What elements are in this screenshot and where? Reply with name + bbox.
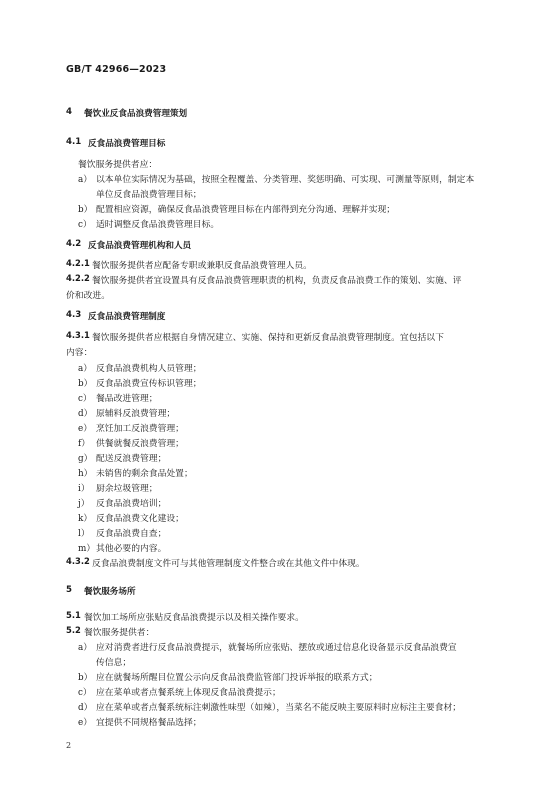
- list-item-text: 反食品浪费文化建设；: [96, 514, 184, 524]
- list-item-text: 厨余垃圾管理；: [96, 484, 158, 494]
- section-4-2-title: 反食品浪费管理机构和人员: [88, 241, 192, 251]
- list-marker: c）: [78, 394, 92, 404]
- list-item-text: 单位反食品浪费管理目标；: [96, 190, 202, 200]
- list-item-text: 反食品浪费自查；: [96, 529, 167, 539]
- list-item-text: 应在就餐场所醒目位置公示向反食品浪费监管部门投诉举报的联系方式；: [96, 673, 378, 683]
- list-marker: b）: [78, 379, 93, 389]
- list-item-text: 宜提供不同规格餐品选择；: [96, 718, 202, 728]
- list-marker: m）: [78, 544, 96, 554]
- list-marker: a）: [78, 364, 93, 374]
- clause-4-2-2-number: 4.2.2: [66, 273, 90, 283]
- clause-4-2-2-text: 餐饮服务提供者宜设置具有反食品浪费管理职责的机构，负责反食品浪费工作的策划、实施、评: [92, 276, 462, 286]
- section-4-number: 4: [66, 107, 72, 117]
- page-number: 2: [66, 741, 72, 750]
- section-5-title: 餐饮服务场所: [84, 587, 136, 597]
- list-item-text: 供餐就餐反浪费管理；: [96, 439, 184, 449]
- list-item-text: 应在菜单或者点餐系统标注刺激性味型（如辣），当菜名不能反映主要原料时应标注主要食材；: [96, 703, 462, 713]
- clause-5-2-number: 5.2: [66, 625, 81, 635]
- clause-4-3-2-text: 反食品浪费制度文件可与其他管理制度文件整合或在其他文件中体现。: [92, 559, 365, 569]
- section-4-title: 餐饮业反食品浪费管理策划: [84, 109, 188, 119]
- list-item-text: 原辅料反浪费管理；: [96, 409, 176, 419]
- clause-4-3-1-text: 餐饮服务提供者应根据自身情况建立、实施、保持和更新反食品浪费管理制度。宜包括以下: [92, 333, 444, 343]
- list-item-text: 反食品浪费机构人员管理；: [96, 364, 202, 374]
- list-marker: e）: [78, 424, 93, 434]
- list-marker: b）: [78, 673, 93, 683]
- section-4-1-number: 4.1: [66, 137, 82, 147]
- list-marker: d）: [78, 409, 93, 419]
- section-4-3-number: 4.3: [66, 310, 82, 320]
- list-marker: g）: [78, 454, 93, 464]
- list-marker: e）: [78, 718, 93, 728]
- list-item-text: 反食品浪费宣传标识管理；: [96, 379, 202, 389]
- list-marker: c）: [78, 220, 92, 230]
- list-marker: k）: [78, 514, 93, 524]
- list-marker: l）: [78, 529, 90, 539]
- list-item-text: 未销售的剩余食品处置；: [96, 469, 193, 479]
- section-4-2-number: 4.2: [66, 239, 82, 249]
- clause-5-1-number: 5.1: [66, 610, 81, 620]
- clause-4-2-1-number: 4.2.1: [66, 258, 90, 268]
- list-marker: b）: [78, 205, 93, 215]
- section-4-3-title: 反食品浪费管理制度: [88, 312, 166, 322]
- list-item-text: 应对消费者进行反食品浪费提示，就餐场所应张贴、摆放或通过信息化设备显示反食品浪费宣: [96, 643, 457, 653]
- list-item-text: 以本单位实际情况为基础，按照全程覆盖、分类管理、奖惩明确、可实现、可测量等原则，制定本: [96, 175, 475, 185]
- list-item-text: 配置相应资源，确保反食品浪费管理目标在内部得到充分沟通、理解并实现；: [96, 205, 396, 215]
- list-marker: d）: [78, 703, 93, 713]
- section-5-number: 5: [66, 585, 72, 595]
- list-item-text: 配送反浪费管理；: [96, 454, 167, 464]
- list-item-text: 其他必要的内容。: [96, 544, 167, 554]
- section-4-1-title: 反食品浪费管理目标: [88, 139, 166, 149]
- list-marker: i）: [78, 484, 90, 494]
- list-item-text: 餐品改进管理；: [96, 394, 158, 404]
- clause-4-3-1-text-cont: 内容：: [66, 348, 93, 358]
- list-marker: c）: [78, 688, 92, 698]
- list-marker: a）: [78, 643, 93, 653]
- intro-text: 餐饮服务提供者应：: [78, 160, 158, 170]
- clause-4-2-1-text: 餐饮服务提供者应配备专职或兼职反食品浪费管理人员。: [92, 261, 312, 271]
- list-marker: j）: [78, 499, 90, 509]
- list-marker: h）: [78, 469, 93, 479]
- list-item-text: 反食品浪费培训；: [96, 499, 167, 509]
- list-marker: a）: [78, 175, 93, 185]
- clause-4-3-2-number: 4.3.2: [66, 556, 90, 566]
- clause-5-1-text: 餐饮加工场所应张贴反食品浪费提示以及相关操作要求。: [84, 613, 304, 623]
- list-item-text: 应在菜单或者点餐系统上体现反食品浪费提示；: [96, 688, 281, 698]
- list-item-text: 适时调整反食品浪费管理目标。: [96, 220, 220, 230]
- clause-4-3-1-number: 4.3.1: [66, 330, 90, 340]
- list-item-text: 烹饪加工反浪费管理；: [96, 424, 184, 434]
- clause-5-2-text: 餐饮服务提供者：: [84, 628, 155, 638]
- clause-4-2-2-text-cont: 价和改进。: [66, 291, 110, 301]
- standard-number: GB/T 42966—2023: [66, 64, 167, 75]
- list-marker: f）: [78, 439, 91, 449]
- list-item-text: 传信息；: [96, 658, 132, 668]
